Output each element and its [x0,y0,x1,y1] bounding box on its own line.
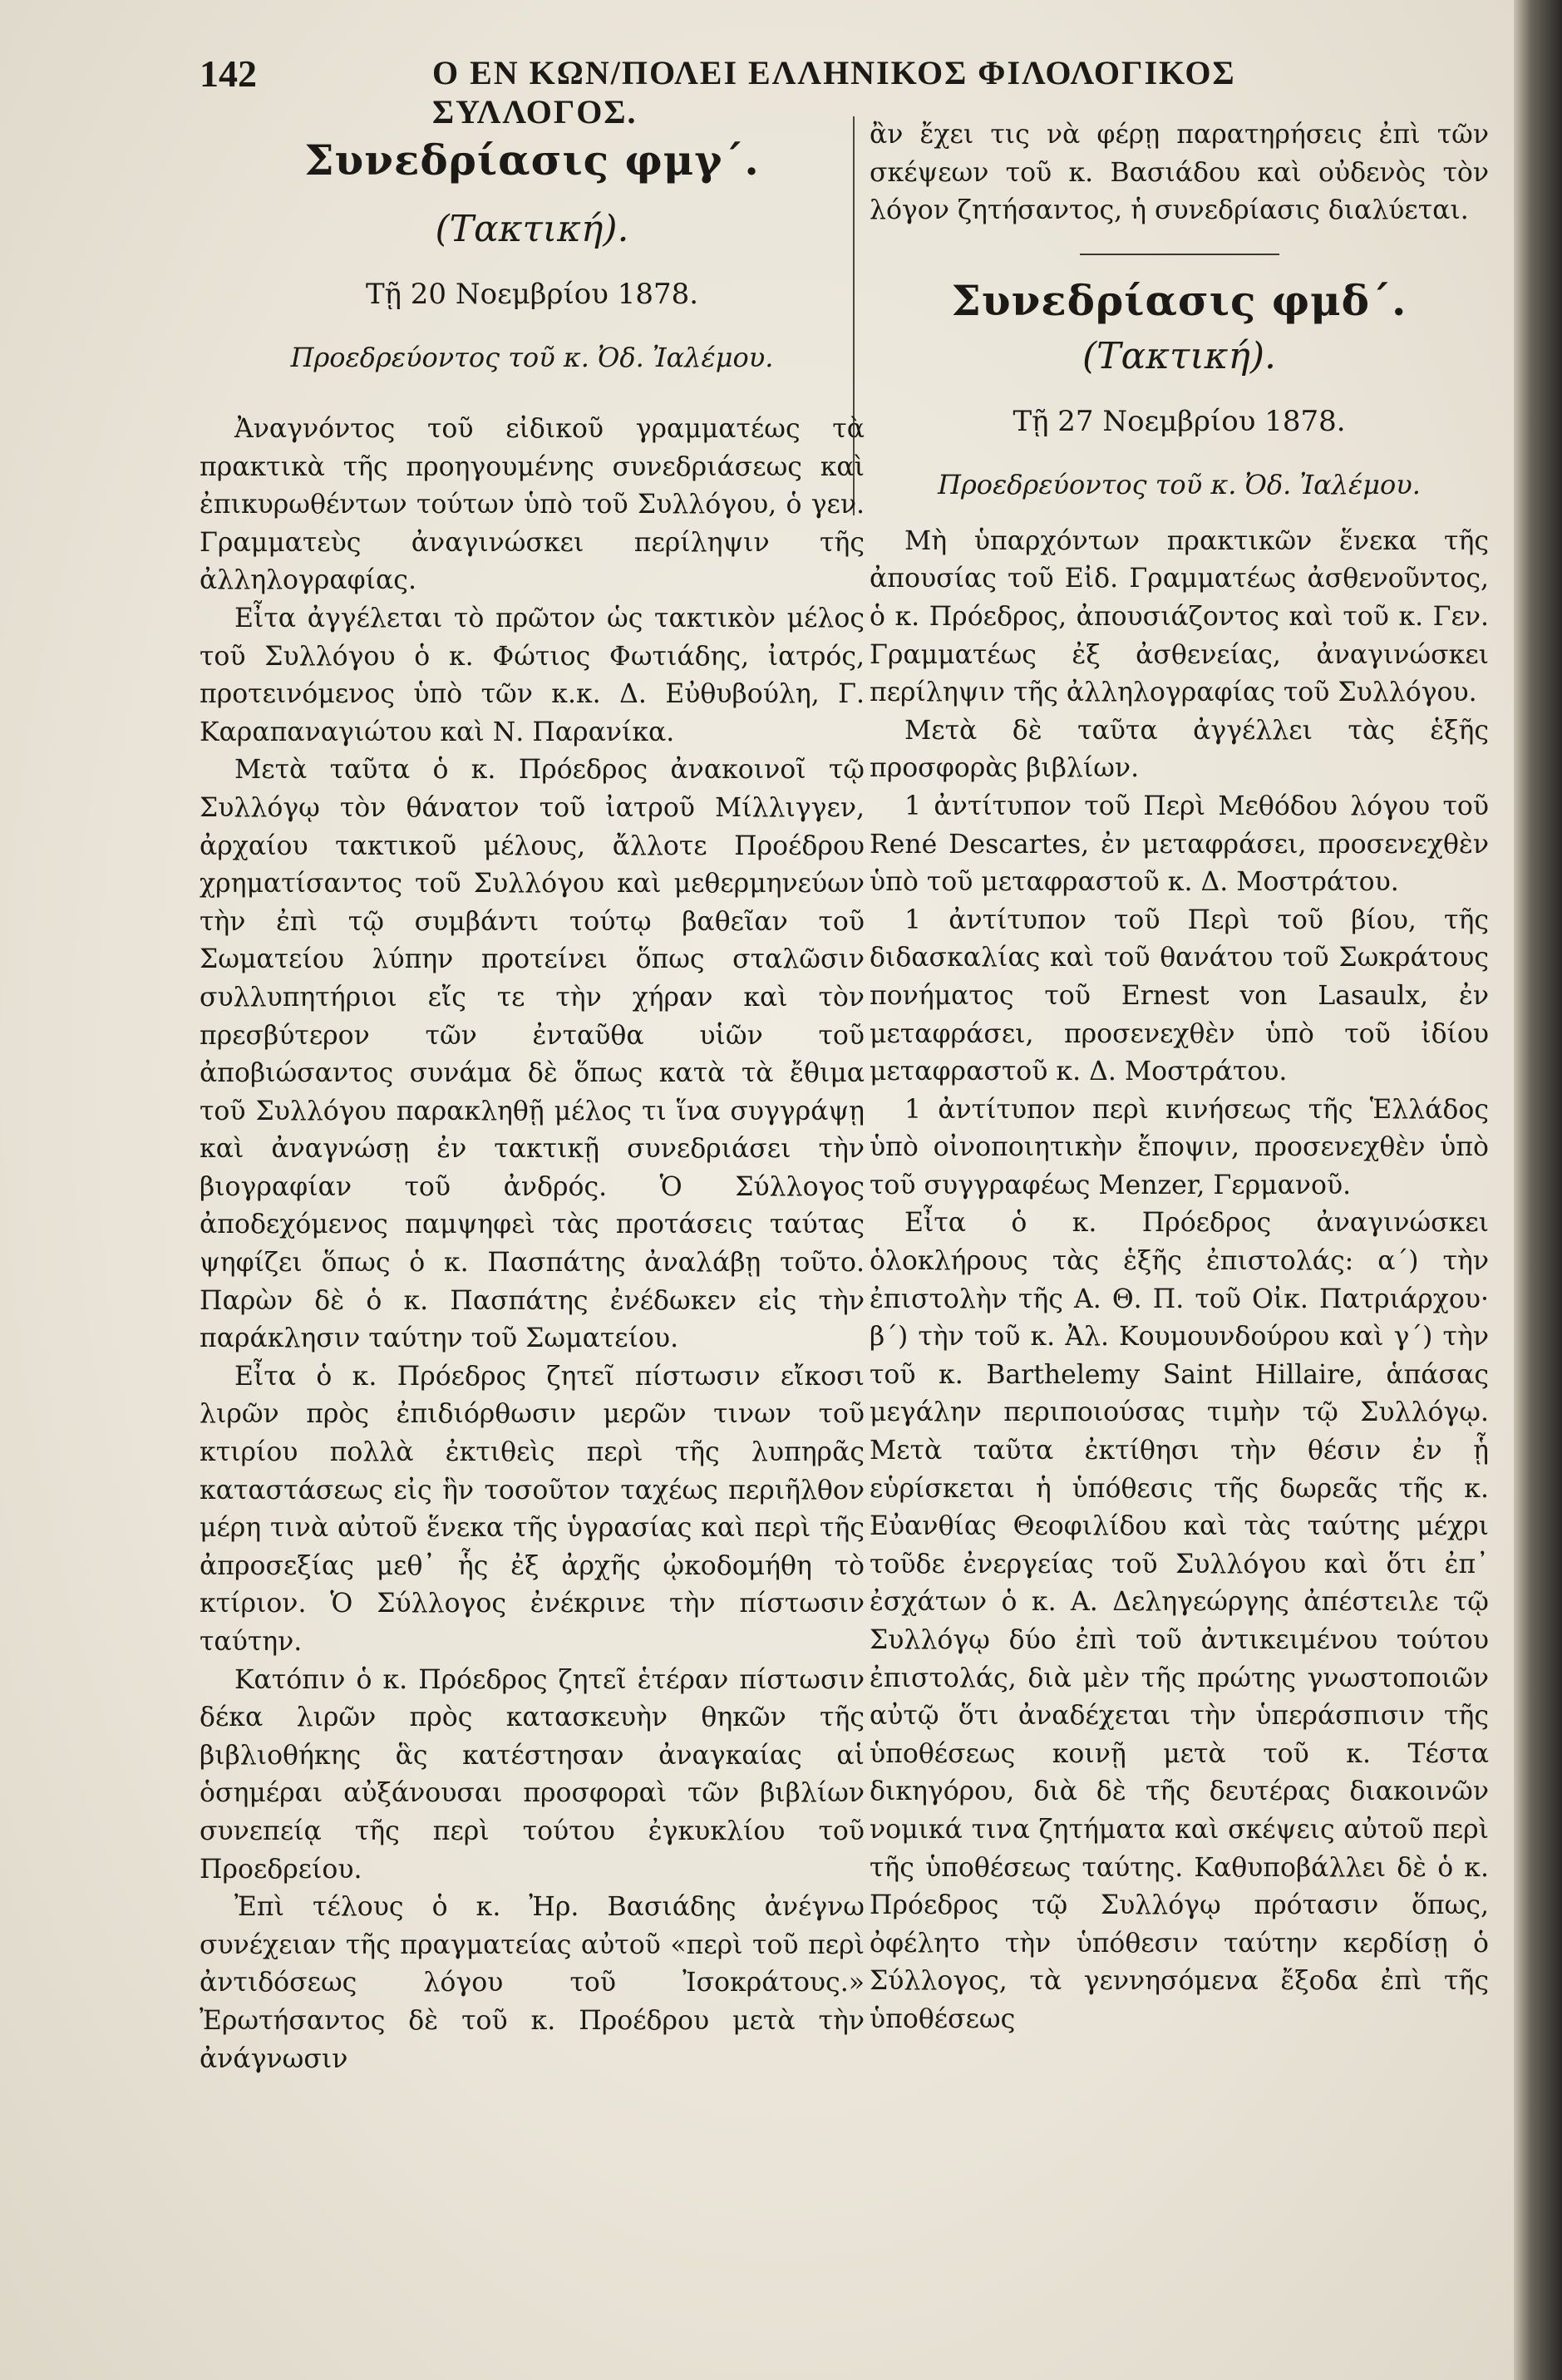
right-column [870,116,1489,2330]
book-entry: 1 ἀντίτυπον περὶ κινήσεως τῆς Ἑλλάδος ὑπὸ οἰνοποιητικὴν ἔποψιν, προσενεχθὲν ὑπὸ τοῦ συγγραφέως Menzer, Γερμανοῦ. [870,1094,1489,1200]
paragraph: Ἀναγνόντος τοῦ εἰδικοῦ γραμματέως τὰ πρακτικὰ τῆς προηγουμένης συνεδριάσεως καὶ ἐπικυρωθέντων τούτων ὑπὸ τοῦ Συλλόγου, ὁ γεν. Γραμματεὺς ἀναγινώσκει περίληψιν τῆς ἀλληλογραφίας. [200,414,865,596]
paragraph: Μετὰ ταῦτα ὁ κ. Πρόεδρος ἀνακοινοῖ τῷ Συλλόγῳ τὸν θάνατον τοῦ ἰατροῦ Μίλλιγγεν, ἀρχαίου τακτικοῦ μέλους, ἄλλοτε Προέδρου χρηματίσαντος τοῦ Συλλόγου καὶ μεθερμηνεύων τὴν ἐπὶ τῷ συμβάντι τούτῳ βαθεῖαν τοῦ Σωματείου λύπην προτείνει ὅπως σταλῶσιν συλλυπητήριοι εἴς τε τὴν χήραν καὶ τὸν πρεσβύτερον τῶν ἐνταῦθα υἱῶν τοῦ ἀποβιώσαντος συνάμα δὲ ὅπως κατὰ τὰ ἔθιμα τοῦ Συλλόγου παρακληθῇ μέλος τι ἵνα συγγράψῃ καὶ ἀναγνώσῃ ἐν τακτικῇ συνεδριάσει τὴν βιογραφίαν τοῦ ἀνδρός. Ὁ Σύλλογος ἀποδεχόμενος παμψηφεὶ τὰς προτάσεις ταύτας ψηφίζει ὅπως ὁ κ. Πασπάτης ἀναλάβῃ τοῦτο. Παρὼν δὲ ὁ κ. Πασπάτης ἐνέδωκεν εἰς τὴν παράκλησιν ταύτην τοῦ Σωματείου. [200,755,865,1354]
presiding-line: Προεδρεύοντος τοῦ κ. Ὀδ. Ἰαλέμου. [290,342,774,373]
paragraph: Εἶτα ὁ κ. Πρόεδρος ζητεῖ πίστωσιν εἴκοσι λιρῶν πρὸς ἐπιδιόρθωσιν μερῶν τινων τοῦ κτιρίου πολλὰ ἐκτιθεὶς περὶ τῆς λυπηρᾶς καταστάσεως εἰς ἣν τοσοῦτον ταχέως περιῆλθον μέρη τινὰ αὐτοῦ ἕνεκα τῆς ὑγρασίας καὶ περὶ τῆς ἀπροσεξίας μεθ᾽ ἧς ἐξ ἀρχῆς ᾠκοδομήθη τὸ κτίριον. Ὁ Σύλλογος ἐνέκρινε τὴν πίστωσιν ταύτην. [200,1361,865,1657]
paragraph: Εἶτα ὁ κ. Πρόεδρος ἀναγινώσκει ὁλοκλήρους τὰς ἑξῆς ἐπιστολάς: α΄) τὴν ἐπιστολὴν τῆς Α. Θ. Π. τοῦ Οἰκ. Πατριάρχου· β΄) τὴν τοῦ κ. Ἀλ. Κουμουνδούρου καὶ γ΄) τὴν τοῦ κ. Barthelemy Saint Hillaire, ἁπάσας μεγάλην περιποιούσας τιμὴν τῷ Συλλόγῳ. Μετὰ ταῦτα ἐκτίθησι τὴν θέσιν ἐν ᾗ εὑρίσκεται ἡ ὑπόθεσις τῆς δωρεᾶς τῆς κ. Εὐανθίας Θεοφιλίδου καὶ τὰς ταύτης μέχρι τοῦδε ἐνεργείας τοῦ Συλλόγου καὶ ὅτι ἐπ᾽ ἐσχάτων ὁ κ. Α. Δεληγεώργης ἀπέστειλε τῷ Συλλόγῳ δύο ἐπὶ τοῦ ἀντικειμένου τούτου ἐπιστολάς, διὰ μὲν τῆς πρώτης γνωστοποιῶν αὐτῷ ὅτι ἀναδέχεται τὴν ὑπεράσπισιν τῆς ὑποθέσεως κοινῇ μετὰ τοῦ κ. Τέστα δικηγόρου, διὰ δὲ τῆς δευτέρας διακοινῶν νομικά τινα ζητήματα καὶ σκέψεις αὐτοῦ περὶ τῆς ὑποθέσεως ταύτης. Καθυποβάλλει δὲ ὁ κ. Πρόεδρος τῷ Συλλόγῳ πρότασιν ὅπως, ὀφέλητο τὴν ὑπόθεσιν ταύτην κερδίσῃ ὁ Σύλλογος, τὰ γεννησόμενα ἔξοδα ἐπὶ τῆς ὑποθέσεως [870,1208,1489,2034]
paragraph: Μὴ ὑπαρχόντων πρακτικῶν ἕνεκα τῆς ἀπουσίας τοῦ Εἰδ. Γραμματέως ἀσθενοῦντος, ὁ κ. Πρόεδρος, ἀπουσιάζοντος καὶ τοῦ κ. Γεν. Γραμματέως ἐξ ἀσθενείας, ἀναγινώσκει περίληψιν τῆς ἀλληλογραφίας τοῦ Συλλόγου. [870,525,1489,708]
continuation-paragraph: ἂν ἔχει τις νὰ φέρῃ παρατηρήσεις ἐπὶ τῶν σκέψεων τοῦ κ. Βασιάδου καὶ οὐδενὸς τὸν λόγον ζητήσαντος, ἡ συνεδρίασις διαλύεται. [870,120,1489,226]
running-head [191,52,1421,131]
page-number: 142 [200,52,257,95]
session-heading: Συνεδρίασις φμδ΄. [951,275,1407,325]
session-date: Τῇ 20 Νοεμβρίου 1878. [365,278,699,311]
presiding-line: Προεδρεύοντος τοῦ κ. Ὀδ. Ἰαλέμου. [938,468,1421,500]
session-heading: Συνεδρίασις φμγ΄. [304,136,760,185]
paragraph: Ἐπὶ τέλους ὁ κ. Ἠρ. Βασιάδης ἀνέγνω συνέχειαν τῆς πραγματείας αὐτοῦ «περὶ τοῦ περὶ ἀντιδόσεως λόγου τοῦ Ἰσοκράτους.» Ἐρωτήσαντος δὲ τοῦ κ. Προέδρου μετὰ τὴν ἀνάγνωσιν [200,1892,865,2074]
paragraph: Μετὰ δὲ ταῦτα ἀγγέλλει τὰς ἑξῆς προσφορὰς βιβλίων. [870,715,1489,784]
session-date: Τῇ 27 Νοεμβρίου 1878. [1013,404,1346,438]
paragraph: Κατόπιν ὁ κ. Πρόεδρος ζητεῖ ἑτέραν πίστωσιν δέκα λιρῶν πρὸς κατασκευὴν θηκῶν τῆς βιβλιοθήκης ἃς κατέστησαν ἀναγκαίας αἱ ὁσημέραι αὐξάνουσαι προσφοραὶ τῶν βιβλίων συνεπείᾳ τῆς περὶ τούτου ἐγκυκλίου τοῦ Προεδρείου. [200,1664,865,1885]
paragraph: Εἶτα ἀγγέλεται τὸ πρῶτον ὡς τακτικὸν μέλος τοῦ Συλλόγου ὁ κ. Φώτιος Φωτιάδης, ἰατρός, προτεινόμενος ὑπὸ τῶν κ.κ. Δ. Εὐθυβούλη, Γ. Καραπαναγιώτου καὶ Ν. Παρανίκα. [200,603,865,747]
book-spine-edge [1514,0,1562,2380]
journal-title: Ο ΕΝ ΚΩΝ/ΠΟΛΕΙ ΕΛΛΗΝΙΚΟΣ ΦΙΛΟΛΟΓΙΚΟΣ ΣΥΛΛΟΓΟΣ. [432,54,1236,131]
book-entry: 1 ἀντίτυπον τοῦ Περὶ Μεθόδου λόγου τοῦ René Descartes, ἐν μεταφράσει, προσενεχθὲν ὑπὸ τοῦ μεταφραστοῦ κ. Δ. Μοστράτου. [870,791,1489,898]
session-type: (Τακτική). [1082,334,1277,377]
book-entry: 1 ἀντίτυπον τοῦ Περὶ τοῦ βίου, τῆς διδασκαλίας καὶ τοῦ θανάτου τοῦ Σωκράτους πονήματος τοῦ Ernest von Lasaulx, ἐν μεταφράσει, προσενεχθὲν ὑπὸ τοῦ ἰδίου μεταφραστοῦ κ. Δ. Μοστράτου. [870,904,1489,1087]
session-type: (Τακτική). [435,208,629,250]
left-column [200,116,865,2330]
section-separator [1080,254,1279,255]
